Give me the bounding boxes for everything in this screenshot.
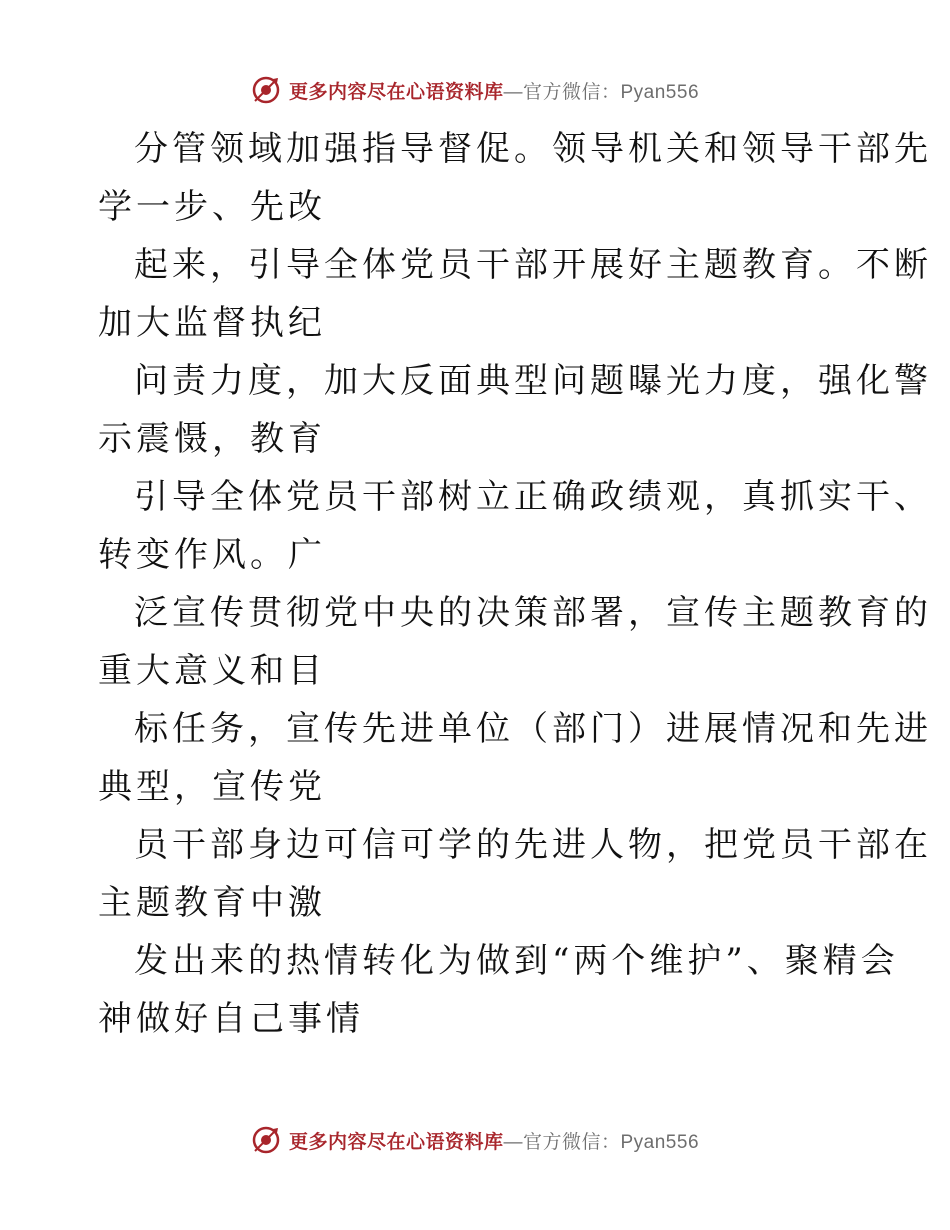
paragraph-line: 主题教育中激 xyxy=(98,883,326,923)
paragraph-line: 发出来的热情转化为做到“两个维护”、聚精会 xyxy=(134,941,899,981)
paragraph-line: 示震慑，教育 xyxy=(98,419,326,459)
paragraph-line: 典型，宣传党 xyxy=(98,767,326,807)
paragraph-line: 起来，引导全体党员干部开展好主题教育。不断 xyxy=(134,245,932,285)
banner-wechat-label: 官方微信： xyxy=(522,1130,621,1153)
banner-wechat-id: Pyan556 xyxy=(620,1131,700,1153)
paragraph-line: 分管领域加强指导督促。领导机关和领导干部先 xyxy=(134,129,932,169)
banner-dash: — xyxy=(503,1131,523,1153)
banner-wechat-id: Pyan556 xyxy=(620,81,700,103)
banner-wechat-label: 官方微信： xyxy=(522,80,621,103)
header-watermark-banner xyxy=(0,70,950,110)
banner-brand-text: 更多内容尽在心语资料库 xyxy=(288,80,504,103)
paragraph-line: 学一步、先改 xyxy=(98,187,326,227)
document-body xyxy=(98,120,932,1048)
paragraph-line: 转变作风。广 xyxy=(98,535,326,575)
footer-watermark-banner xyxy=(0,1120,950,1160)
quill-logo-icon xyxy=(251,1125,281,1155)
paragraph-line: 神做好自己事情 xyxy=(98,999,364,1039)
paragraph-line: 员干部身边可信可学的先进人物，把党员干部在 xyxy=(134,825,932,865)
banner-dash: — xyxy=(503,81,523,103)
paragraph-line: 重大意义和目 xyxy=(98,651,326,691)
banner-brand-text: 更多内容尽在心语资料库 xyxy=(288,1130,504,1153)
paragraph-line: 加大监督执纪 xyxy=(98,303,326,343)
paragraph-line: 引导全体党员干部树立正确政绩观，真抓实干、 xyxy=(134,477,932,517)
paragraph-line: 问责力度，加大反面典型问题曝光力度，强化警 xyxy=(134,361,932,401)
quill-logo-icon xyxy=(251,75,281,105)
paragraph-line: 标任务，宣传先进单位（部门）进展情况和先进 xyxy=(134,709,932,749)
paragraph-line: 泛宣传贯彻党中央的决策部署，宣传主题教育的 xyxy=(134,593,932,633)
